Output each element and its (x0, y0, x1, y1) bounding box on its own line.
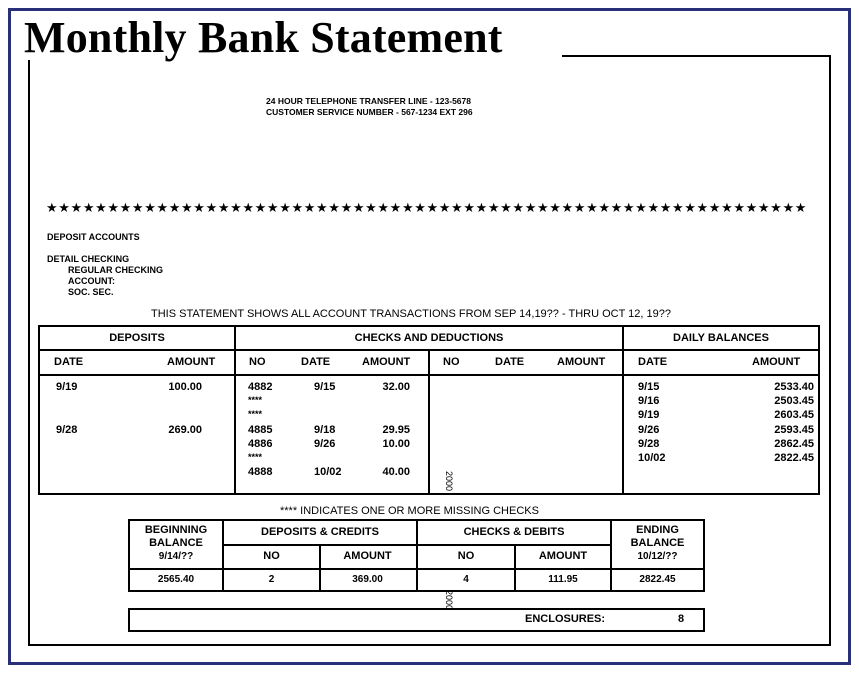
customer-service: CUSTOMER SERVICE NUMBER - 567-1234 EXT 296 (266, 107, 473, 117)
enclosures-value: 8 (678, 613, 685, 625)
deposits-count: 2 (268, 574, 275, 585)
enclosures-box (128, 608, 705, 632)
balance-amount: 2533.40 (774, 381, 814, 393)
frame-line-right (829, 55, 831, 645)
table-divider (428, 349, 430, 495)
deposit-accounts-label: DEPOSIT ACCOUNTS (47, 232, 140, 242)
check-date: 10/02 (314, 466, 342, 478)
balance-amount: 2603.45 (774, 409, 814, 421)
col-date: DATE (495, 356, 525, 368)
frame-line-left (28, 60, 30, 646)
deposit-amount: 269.00 (168, 424, 202, 436)
beginning-balance-header: BEGINNING BALANCE 9/14/?? (144, 524, 208, 562)
balance-amount: 2862.45 (774, 438, 814, 450)
summary-col-no: NO (457, 550, 475, 562)
col-amount: AMOUNT (752, 356, 801, 368)
check-date: 9/15 (314, 381, 336, 393)
balance-date: 9/19 (638, 409, 660, 421)
ending-balance-value: 2822.45 (639, 574, 676, 585)
deposits-amount: 369.00 (352, 574, 383, 585)
balances-header: DAILY BALANCES (673, 332, 769, 344)
col-date: DATE (301, 356, 331, 368)
deposits-header: DEPOSITS (109, 332, 165, 344)
regular-checking-label: REGULAR CHECKING (68, 265, 164, 275)
deposit-amount: 100.00 (168, 381, 202, 393)
check-no: 4886 (248, 438, 273, 450)
page-title: Monthly Bank Statement (24, 13, 503, 62)
balance-date: 9/26 (638, 424, 660, 436)
col-amount: AMOUNT (557, 356, 606, 368)
summary-col-no: NO (263, 550, 280, 562)
frame-line-bottom (28, 644, 831, 646)
col-amount: AMOUNT (362, 356, 411, 368)
check-no: 4885 (248, 424, 273, 436)
check-date: 9/18 (314, 424, 336, 436)
checks-count: 4 (463, 574, 469, 585)
checks-amount: 111.95 (548, 574, 578, 585)
balance-amount: 2503.45 (774, 395, 814, 407)
table-divider (234, 325, 236, 495)
balance-date: 9/15 (638, 381, 660, 393)
check-amount: 32.00 (382, 381, 410, 393)
deposit-date: 9/28 (56, 424, 78, 436)
soc-sec-label: SOC. SEC. (68, 287, 114, 297)
balance-date: 9/16 (638, 395, 660, 407)
detail-checking-label: DETAIL CHECKING (47, 254, 130, 264)
contact-block (266, 96, 473, 118)
summary-col-amount: AMOUNT (343, 550, 392, 562)
col-no: NO (249, 356, 266, 368)
statement-period: THIS STATEMENT SHOWS ALL ACCOUNT TRANSACTIONS FROM SEP 14,19?? - THRU OCT 12, 19?? (151, 308, 671, 320)
ending-balance-header: ENDING BALANCE 10/12/?? (630, 524, 685, 562)
summary-rule (222, 544, 612, 546)
table-divider (622, 325, 624, 495)
check-date: 9/26 (314, 438, 336, 450)
check-no: **** (248, 395, 263, 405)
frame-line-top (562, 55, 831, 57)
check-amount: 29.95 (382, 424, 410, 436)
check-amount: 40.00 (382, 466, 410, 478)
balance-date: 9/28 (638, 438, 660, 450)
check-no: **** (248, 409, 263, 419)
balance-amount: 2593.45 (774, 424, 814, 436)
col-date: DATE (54, 356, 84, 368)
stamp-number: 2000 (444, 471, 454, 492)
deposit-date: 9/19 (56, 381, 78, 393)
summary-rule (128, 568, 705, 570)
check-amount: 10.00 (382, 438, 410, 450)
deposits-credits-header: DEPOSITS & CREDITS (261, 526, 379, 538)
missing-checks-note: **** INDICATES ONE OR MORE MISSING CHECKS (280, 505, 539, 517)
balance-amount: 2822.45 (774, 452, 814, 464)
enclosures-label: ENCLOSURES: (525, 613, 606, 625)
check-no: **** (248, 452, 263, 462)
account-label: ACCOUNT: (68, 276, 115, 286)
stamp-number: 2000 (444, 590, 454, 611)
col-date: DATE (638, 356, 668, 368)
checks-debits-header: CHECKS & DEBITS (463, 526, 565, 538)
col-amount: AMOUNT (167, 356, 216, 368)
star-divider: ★★★★★★★★★★★★★★★★★★★★★★★★★★★★★★★★★★★★★★★★★★★★★★★★★★★★★★★★★★★★★★ (46, 200, 808, 215)
col-no: NO (443, 356, 460, 368)
beginning-balance-value: 2565.40 (157, 574, 195, 585)
transfer-line: 24 HOUR TELEPHONE TRANSFER LINE - 123-5678 (266, 96, 471, 106)
balance-date: 10/02 (638, 452, 666, 464)
check-no: 4882 (248, 381, 273, 393)
checks-header: CHECKS AND DEDUCTIONS (354, 332, 504, 344)
check-no: 4888 (248, 466, 273, 478)
summary-col-amount: AMOUNT (538, 550, 588, 562)
